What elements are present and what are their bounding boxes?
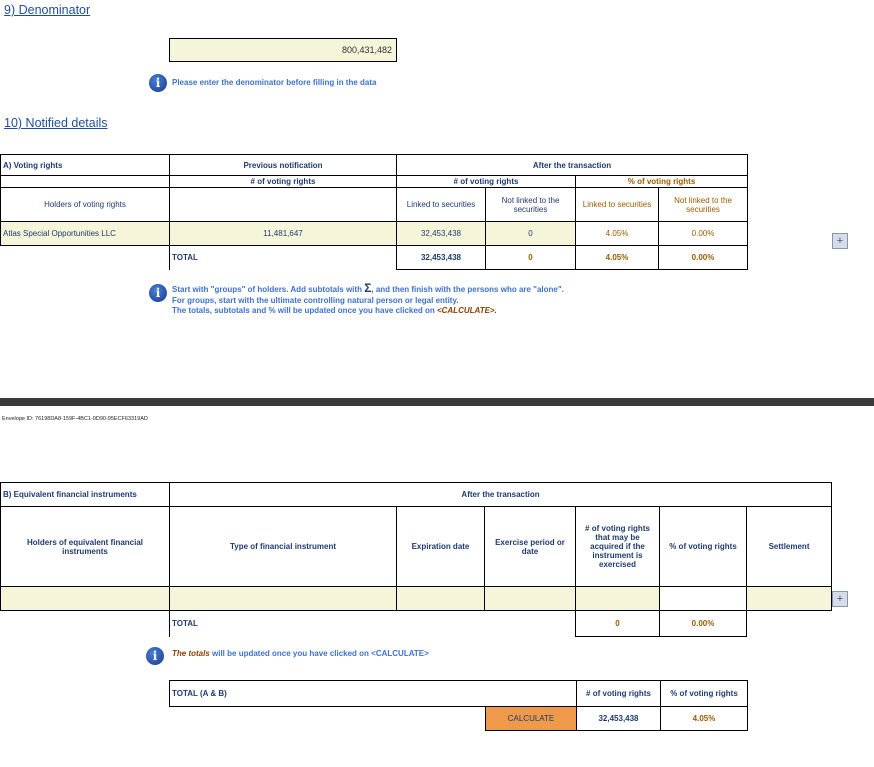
grand-total-count-header: # of voting rights bbox=[577, 681, 661, 707]
notified-title: 10) Notified details bbox=[4, 116, 108, 130]
eq-pct-column-header: % of voting rights bbox=[660, 507, 747, 587]
notlinked-column-header: Not linked to the securities bbox=[486, 188, 576, 222]
add-holder-button[interactable]: + bbox=[832, 233, 848, 249]
acquired-column-header: # of voting rights that may be acquired if the instrument is exercised bbox=[576, 507, 660, 587]
grand-total-count: 32,453,438 bbox=[577, 707, 661, 731]
after-transaction-header: After the transaction bbox=[397, 155, 748, 176]
eq-pct-cell bbox=[660, 587, 747, 611]
previous-cell[interactable]: 11,481,647 bbox=[170, 222, 397, 246]
eq-expiration-cell[interactable] bbox=[397, 587, 485, 611]
grand-total-pct-header: % of voting rights bbox=[661, 681, 748, 707]
total-row bbox=[1, 611, 832, 637]
linked-column-header: Linked to securities bbox=[397, 188, 486, 222]
denominator-title: 9) Denominator bbox=[4, 3, 91, 17]
holders-column-header: Holders of voting rights bbox=[1, 188, 170, 222]
info-icon: i bbox=[149, 74, 167, 92]
info-icon: i bbox=[149, 284, 167, 302]
total-notlinked: 0 bbox=[486, 246, 576, 270]
total-notlinked-pct: 0.00% bbox=[659, 246, 748, 270]
eq-total-label: TOTAL bbox=[172, 619, 198, 629]
eq-holders-column-header: Holders of equivalent financial instruments bbox=[1, 507, 170, 587]
prev-count-subheader: # of voting rights bbox=[170, 176, 397, 188]
equivalent-header: B) Equivalent financial instruments bbox=[1, 483, 170, 507]
blank-cell bbox=[1, 176, 170, 188]
add-instrument-button[interactable]: + bbox=[832, 591, 848, 607]
envelope-id: Envelope ID: 76198DA8-159F-4BC1-9D90-95ECF63319AD bbox=[2, 416, 148, 422]
table-row bbox=[1, 587, 832, 611]
after-count-subheader: # of voting rights bbox=[397, 176, 576, 188]
instrument-type-column-header: Type of financial instrument bbox=[170, 507, 397, 587]
total-linked: 32,453,438 bbox=[397, 246, 486, 270]
voting-rights-header: A) Voting rights bbox=[1, 155, 170, 176]
eq-holder-cell[interactable] bbox=[1, 587, 170, 611]
after-transaction-header: After the transaction bbox=[170, 483, 832, 507]
eq-acquired-cell[interactable] bbox=[576, 587, 660, 611]
equivalent-instruments-table bbox=[0, 482, 832, 637]
prev-blank-cell bbox=[170, 188, 397, 222]
sigma-icon: Σ bbox=[364, 281, 372, 295]
grand-total-label: TOTAL (A & B) bbox=[170, 681, 577, 707]
voting-rights-table bbox=[0, 154, 748, 270]
after-pct-subheader: % of voting rights bbox=[576, 176, 748, 188]
expiration-column-header: Expiration date bbox=[397, 507, 485, 587]
denominator-input[interactable]: 800,431,482 bbox=[169, 38, 397, 62]
total-row bbox=[1, 246, 748, 270]
grand-total-table bbox=[169, 680, 748, 731]
eq-total-count: 0 bbox=[576, 611, 660, 637]
exercise-column-header: Exercise period or date bbox=[485, 507, 576, 587]
linked-pct-cell: 4.05% bbox=[576, 222, 659, 246]
denominator-note: Please enter the denominator before filling in the data bbox=[172, 78, 377, 87]
grand-total-pct: 4.05% bbox=[661, 707, 748, 731]
total-linked-pct: 4.05% bbox=[576, 246, 659, 270]
holder-cell[interactable]: Atlas Special Opportunities LLC bbox=[1, 222, 170, 246]
settlement-column-header: Settlement bbox=[747, 507, 832, 587]
voting-note: Start with "groups" of holders. Add subtotals with Σ, and then finish with the persons who are "alone". For groups, start with the ultimate controlling natural person or legal entity. The totals, subtotals and % will be updated once you have clicked on <CALCULATE>. bbox=[172, 281, 564, 315]
linked-cell[interactable]: 32,453,438 bbox=[397, 222, 486, 246]
calculate-button[interactable]: CALCULATE bbox=[486, 707, 577, 731]
total-label: TOTAL bbox=[170, 246, 397, 270]
eq-type-cell[interactable] bbox=[170, 587, 397, 611]
linked-pct-column-header: Linked to securities bbox=[576, 188, 659, 222]
eq-settlement-cell[interactable] bbox=[747, 587, 832, 611]
info-icon: i bbox=[146, 647, 164, 665]
notlinked-cell[interactable]: 0 bbox=[486, 222, 576, 246]
notlinked-pct-column-header: Not linked to the securities bbox=[659, 188, 748, 222]
page-divider bbox=[0, 398, 874, 406]
notlinked-pct-cell: 0.00% bbox=[659, 222, 748, 246]
eq-total-pct: 0.00% bbox=[660, 611, 747, 637]
equivalent-note: The totals will be updated once you have clicked on <CALCULATE> bbox=[172, 649, 429, 658]
table-row bbox=[1, 222, 748, 246]
previous-notification-header: Previous notification bbox=[170, 155, 397, 176]
eq-exercise-cell[interactable] bbox=[485, 587, 576, 611]
